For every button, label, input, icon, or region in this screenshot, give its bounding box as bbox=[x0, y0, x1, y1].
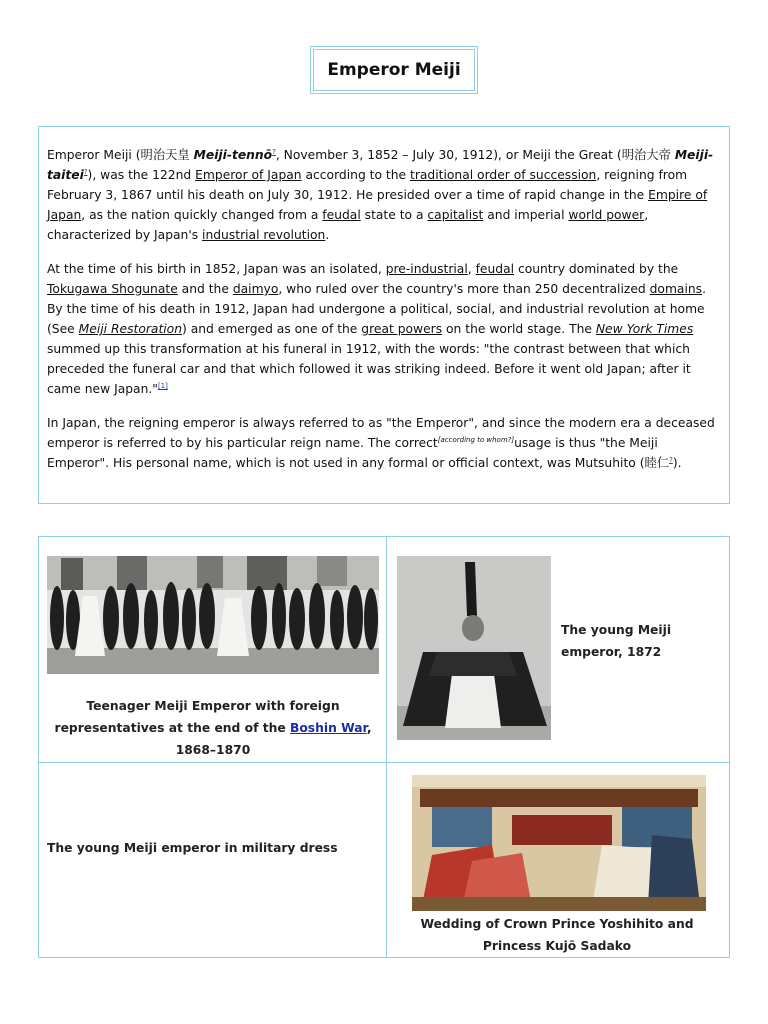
intro-box bbox=[38, 126, 730, 504]
link-feudal[interactable]: feudal bbox=[322, 208, 361, 222]
pronunciation-ref[interactable]: ? bbox=[272, 147, 276, 156]
page-title: Emperor Meiji bbox=[327, 60, 461, 80]
link-domains[interactable]: domains bbox=[649, 282, 703, 296]
intro-paragraph-3 bbox=[47, 413, 721, 473]
link-feudal[interactable]: feudal bbox=[475, 262, 515, 276]
text: according to the bbox=[301, 168, 410, 182]
group-photo-image bbox=[47, 556, 379, 674]
link-industrial-revolution[interactable]: industrial revolution bbox=[202, 228, 326, 242]
text: usage is thus "the Meiji Emperor". His personal name, which is not used in any formal or official context, was Mutsuhito (睦仁 bbox=[47, 436, 670, 470]
wedding-print-image bbox=[412, 775, 706, 911]
citation-needed-note[interactable]: [according to whom?] bbox=[437, 435, 515, 444]
caption-text: Teenager Meiji Emperor with foreign representatives at the end of the bbox=[54, 699, 340, 735]
link-meiji-restoration[interactable]: Meiji Restoration bbox=[78, 322, 182, 336]
link-daimyo[interactable]: daimyo bbox=[232, 282, 279, 296]
meiji-portrait-image bbox=[397, 556, 551, 740]
text: . By the time of his death in 1912, Japan had undergone a political, social, and industrial revolution at home (See bbox=[47, 282, 707, 336]
pronunciation-ref[interactable]: ? bbox=[669, 455, 673, 464]
text: Emperor Meiji (明治天皇 bbox=[47, 148, 194, 162]
text: , November 3, 1852 – July 30, 1912), or Meiji the Great (明治大帝 bbox=[275, 148, 675, 162]
link-emperor-of-japan[interactable]: Emperor of Japan bbox=[195, 168, 302, 182]
text: In Japan, the reigning emperor is always referred to as "the Emperor", and since the modern era a deceased emperor is referred to by his particular reign name. The correct bbox=[47, 416, 715, 450]
text: ) and emerged as one of the bbox=[182, 322, 362, 336]
text: ). bbox=[672, 456, 682, 470]
text: , characterized by Japan's bbox=[47, 208, 649, 242]
link-pre-industrial[interactable]: pre-industrial bbox=[385, 262, 468, 276]
link-empire-of-japan[interactable]: Empire of Japan bbox=[47, 188, 708, 222]
link-traditional-order[interactable]: traditional order of succession bbox=[410, 168, 597, 182]
caption-text: , 1868–1870 bbox=[175, 721, 372, 757]
text: , as the nation quickly changed from a bbox=[81, 208, 323, 222]
text: ), was the 122nd bbox=[87, 168, 196, 182]
text: country dominated by the bbox=[514, 262, 679, 276]
link-new-york-times[interactable]: New York Times bbox=[595, 322, 694, 336]
link-great-powers[interactable]: great powers bbox=[361, 322, 443, 336]
gallery-divider bbox=[386, 537, 387, 957]
link-boshin-war[interactable]: Boshin War bbox=[289, 721, 367, 735]
text: , reigning from February 3, 1867 until his death on July 30, 1912. He presided over a time of rapid change in the bbox=[47, 168, 688, 202]
intro-paragraph-2 bbox=[47, 259, 721, 399]
caption-military-dress: The young Meiji emperor in military dress bbox=[47, 841, 338, 855]
image-gallery bbox=[38, 536, 730, 958]
text: and the bbox=[177, 282, 233, 296]
caption-young-emperor-1872: The young Meiji emperor, 1872 bbox=[561, 623, 672, 659]
text: . bbox=[325, 228, 330, 242]
text: , who ruled over the country's more than 250 decentralized bbox=[278, 282, 650, 296]
text: summed up this transformation at his funeral in 1912, with the words: "the contrast between that which preceded the funeral car and that which followed it was striking indeed. Before it went old Japan; after it came new Japan." bbox=[47, 342, 691, 396]
caption-wedding: Wedding of Crown Prince Yoshihito and Princess Kujō Sadako bbox=[420, 917, 694, 953]
intro-paragraph-1 bbox=[47, 145, 721, 245]
link-capitalist[interactable]: capitalist bbox=[427, 208, 484, 222]
citation-ref-1[interactable]: [1] bbox=[157, 381, 168, 390]
text: , bbox=[467, 262, 476, 276]
gallery-divider bbox=[39, 762, 729, 763]
text: and imperial bbox=[483, 208, 569, 222]
link-world-power[interactable]: world power bbox=[568, 208, 645, 222]
link-tokugawa-shogunate[interactable]: Tokugawa Shogunate bbox=[47, 282, 178, 296]
pronunciation-ref[interactable]: ? bbox=[83, 167, 88, 176]
caption-boshin bbox=[47, 695, 379, 761]
term-meiji-taitei: Meiji-taitei bbox=[47, 148, 714, 182]
text: At the time of his birth in 1852, Japan was an isolated, bbox=[47, 262, 386, 276]
text: state to a bbox=[360, 208, 428, 222]
term-meiji-tenno: Meiji-tennō bbox=[193, 148, 273, 162]
title-box bbox=[310, 46, 478, 94]
text: on the world stage. The bbox=[442, 322, 596, 336]
